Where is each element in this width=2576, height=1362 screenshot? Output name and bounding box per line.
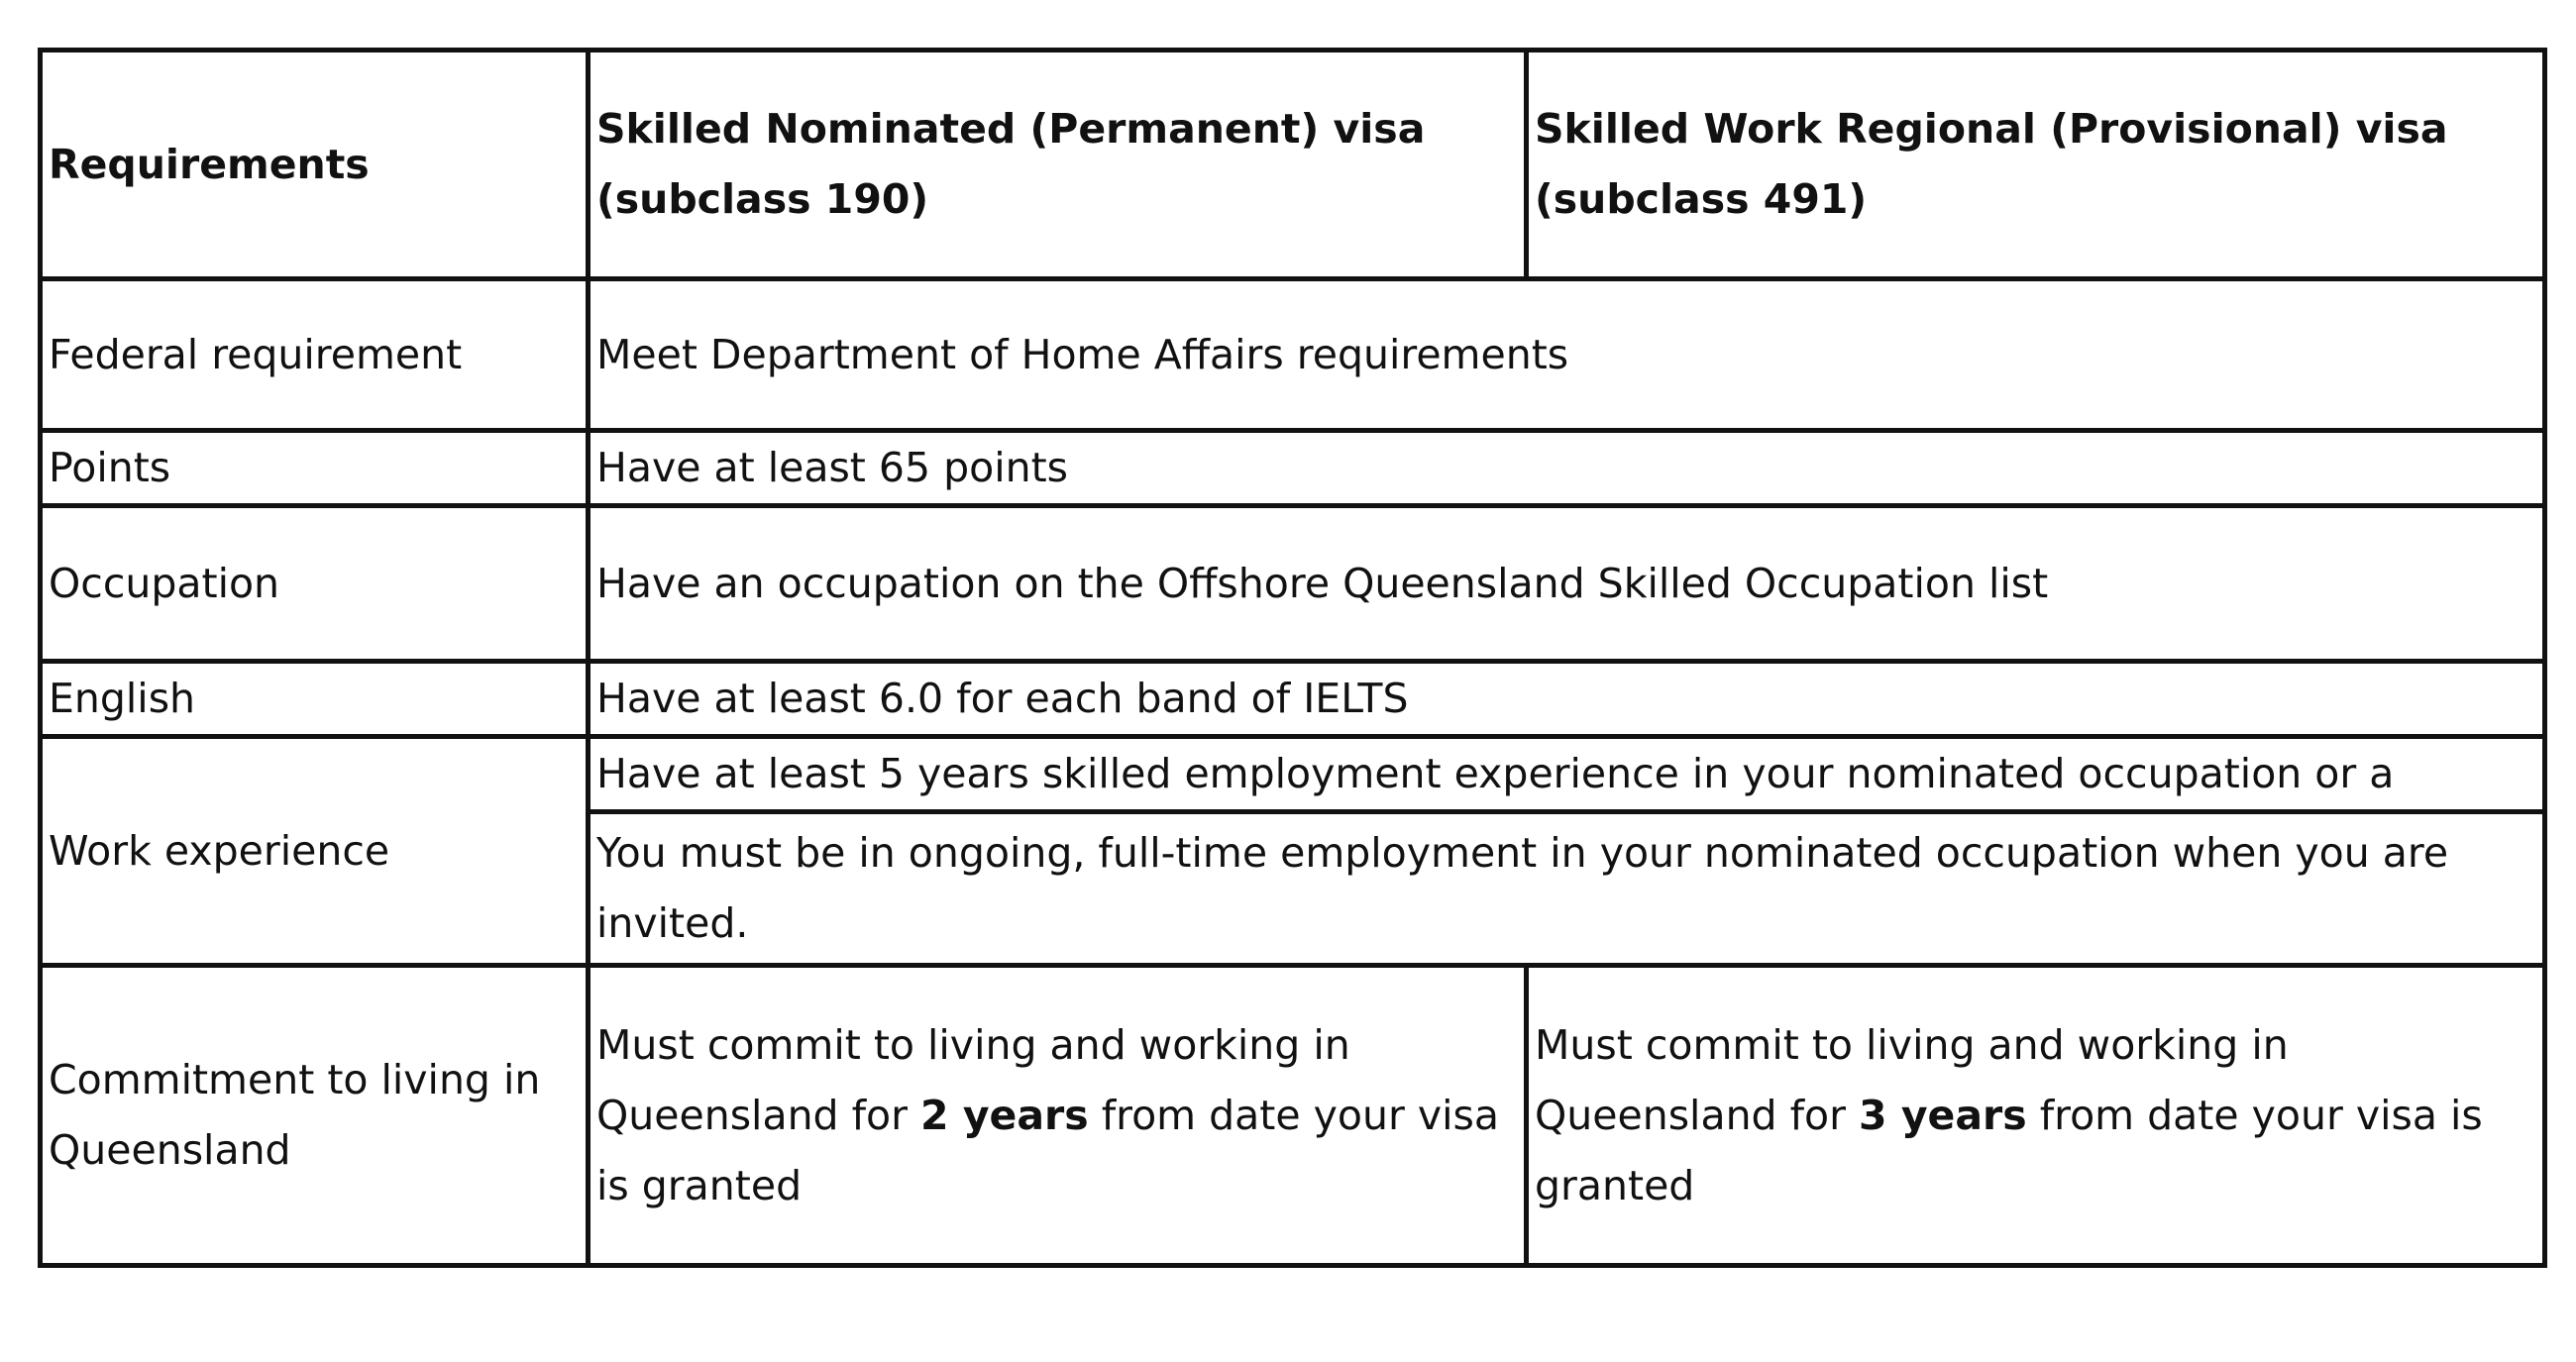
header-subclass-190: Skilled Nominated (Permanent) visa (subclass 190) [589, 51, 1527, 279]
commitment-label: Commitment to living in Queensland [41, 966, 589, 1266]
header-row [41, 51, 2545, 279]
occupation-value: Have an occupation on the Offshore Queensland Skilled Occupation list [589, 506, 2545, 662]
header-requirements: Requirements [41, 51, 589, 279]
row-points [41, 431, 2545, 506]
english-label: English [41, 662, 589, 737]
work-experience-value-1: Have at least 5 years skilled employment experience in your nominated occupation or a [589, 737, 2545, 812]
requirements-table [38, 48, 2547, 1268]
header-subclass-491: Skilled Work Regional (Provisional) visa (subclass 491) [1527, 51, 2545, 279]
row-work-experience-1 [41, 737, 2545, 812]
row-commitment [41, 966, 2545, 1266]
points-value: Have at least 65 points [589, 431, 2545, 506]
commitment-491-years: 3 years [1859, 1091, 2027, 1139]
commitment-491-text-before: Must commit to living and working in Queensland for [1535, 1020, 2289, 1139]
row-english [41, 662, 2545, 737]
commitment-491-text-after: from date your visa is granted [1535, 1091, 2483, 1209]
federal-label: Federal requirement [41, 279, 589, 431]
commitment-190-years: 2 years [920, 1091, 1089, 1139]
commitment-491-value [1527, 966, 2545, 1266]
points-label: Points [41, 431, 589, 506]
federal-value: Meet Department of Home Affairs requirements [589, 279, 2545, 431]
commitment-190-value [589, 966, 1527, 1266]
row-federal-requirement [41, 279, 2545, 431]
occupation-label: Occupation [41, 506, 589, 662]
row-occupation [41, 506, 2545, 662]
work-experience-value-2: You must be in ongoing, full-time employment in your nominated occupation when you are invited. [589, 812, 2545, 966]
english-value: Have at least 6.0 for each band of IELTS [589, 662, 2545, 737]
work-experience-label: Work experience [41, 737, 589, 966]
commitment-190-text-before: Must commit to living and working in Queensland for [596, 1020, 1350, 1139]
commitment-190-text-after: from date your visa is granted [596, 1091, 1499, 1209]
